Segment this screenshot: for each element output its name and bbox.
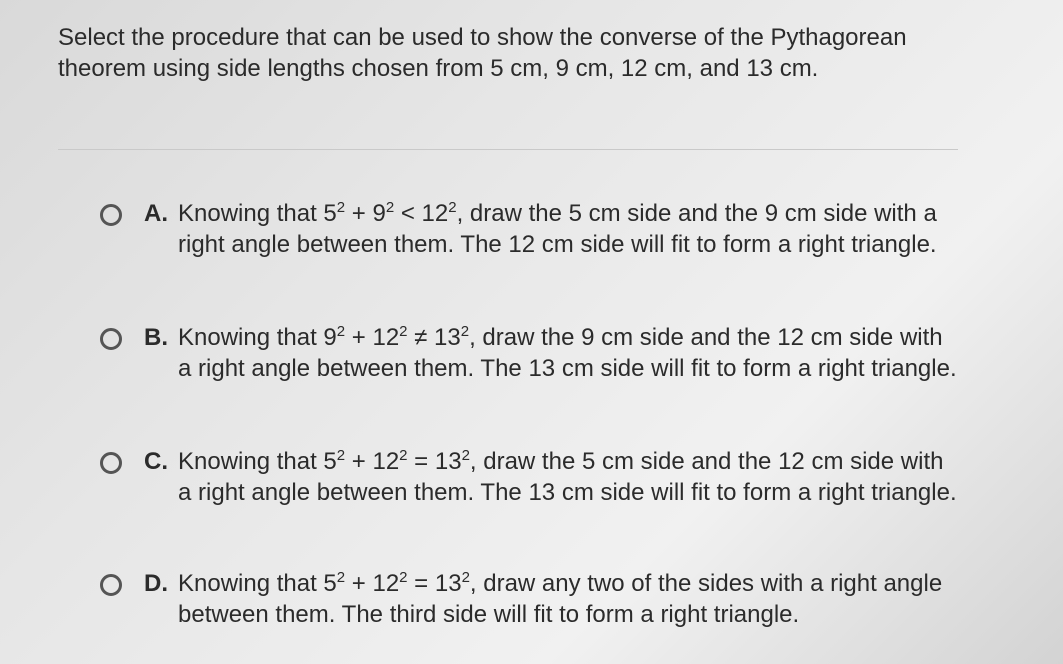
option-c-letter: C.: [144, 448, 168, 475]
radio-button-a[interactable]: [100, 204, 122, 226]
divider: [58, 149, 958, 150]
question-text: Select the procedure that can be used to show the converse of the Pythagorean theorem using side lengths chosen from 5 cm, 9 cm, 12 cm, and 13 cm.: [58, 24, 907, 82]
option-d[interactable]: [100, 568, 960, 630]
radio-button-b[interactable]: [100, 328, 122, 350]
option-b-letter: B.: [144, 324, 168, 351]
option-a-letter: A.: [144, 200, 168, 227]
option-a[interactable]: [100, 198, 960, 260]
option-a-text: Knowing that $5^2 + 9^2 < 12^2$, draw the 5 cm side and the 9 cm side with a right angle between them. The 12 cm side will fit to form a right triangle.: [178, 199, 937, 258]
radio-button-c[interactable]: [100, 452, 122, 474]
option-c-text: Knowing that $5^2 + 12^2 = 13^2$, draw the 5 cm side and the 12 cm side with a right angle between them. The 13 cm side will fit to form a right triangle.: [178, 447, 957, 506]
option-b[interactable]: [100, 322, 960, 384]
option-d-letter: D.: [144, 570, 168, 597]
option-b-text: Knowing that $9^2 + 12^2 \ne 13^2$, draw the 9 cm side and the 12 cm side with a right angle between them. The 13 cm side will fit to form a right triangle.: [178, 323, 957, 382]
option-d-text: Knowing that $5^2 + 12^2 = 13^2$, draw any two of the sides with a right angle between them. The third side will fit to form a right triangle.: [178, 569, 943, 628]
option-c[interactable]: [100, 446, 960, 508]
radio-button-d[interactable]: [100, 574, 122, 596]
